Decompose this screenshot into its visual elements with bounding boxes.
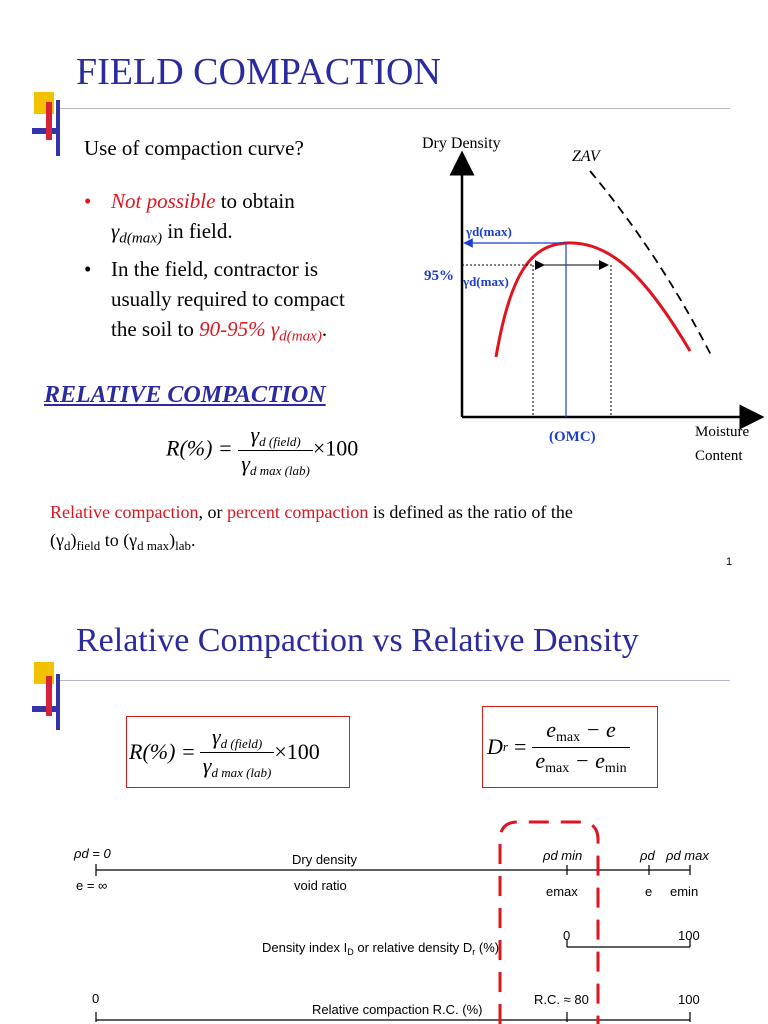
bullet2-line3: the soil to 90-95% $\gamma_{d(max)}$. bbox=[111, 316, 328, 345]
question-text: Use of compaction curve? bbox=[84, 136, 304, 160]
rc-formula-box: R(%) = $\frac{\gamma_{d (field)}}{\gamma_{d max (lab)}}$ ×100 bbox=[126, 716, 350, 788]
definition-text: Relative compaction, or percent compaction is defined as the ratio of the $(\gamma_d)_{field}$ to $(\gamma_{d max})_{lab}$. bbox=[50, 502, 573, 553]
page-number: 1 bbox=[726, 556, 733, 568]
slide2-decoration-accent bbox=[46, 676, 52, 716]
rho-d-zero-label: ρd = 0 bbox=[74, 846, 111, 861]
density-index-zero: 0 bbox=[563, 928, 571, 943]
slide2-decoration-bar bbox=[32, 706, 56, 712]
e-label: e bbox=[645, 884, 653, 899]
rho-d-max-label: ρd max bbox=[666, 848, 709, 863]
density-index-label: Density index $I_D$ or relative density $D_r$ (%) bbox=[262, 940, 500, 957]
rc-zero: 0 bbox=[92, 991, 100, 1006]
formula-fraction: $\frac{\gamma_{d (field)}}{\gamma_{d max (lab)}}$ bbox=[238, 422, 313, 479]
bullet-item-1: • Not possible to obtain bbox=[84, 189, 295, 213]
bullet1-line2: $\gamma_{d(max)}$ in field. bbox=[111, 219, 233, 247]
compaction-curve bbox=[496, 243, 690, 357]
gamma-max-label: γd(max) bbox=[466, 224, 512, 239]
pct95-label: 95% bbox=[424, 268, 454, 284]
bullet2-line2: usually required to compact bbox=[111, 286, 345, 311]
e-max-label: emax bbox=[546, 884, 578, 899]
void-ratio-label: void ratio bbox=[294, 878, 347, 893]
x-axis-label-1: Moisture bbox=[695, 424, 750, 440]
rho-d-min-label: ρd min bbox=[543, 848, 583, 863]
omc-label: (OMC) bbox=[549, 429, 596, 445]
compaction-curve-diagram bbox=[400, 125, 768, 470]
relative-compaction-heading: RELATIVE COMPACTION bbox=[44, 382, 326, 408]
relative-compaction-formula: R(%) = $\frac{\gamma_{d (field)}}{\gamma_{d max (lab)}}$ ×100 bbox=[166, 422, 359, 478]
zav-line bbox=[590, 171, 712, 357]
e-infinity-label: e = ∞ bbox=[76, 878, 108, 893]
bullet-item-2: • In the field, contractor is bbox=[84, 256, 319, 281]
title-decoration-accent bbox=[46, 102, 52, 140]
title-decoration-bar bbox=[32, 128, 56, 134]
rho-d-label: ρd bbox=[640, 848, 655, 863]
density-index-hundred: 100 bbox=[678, 928, 700, 943]
bullet1-emphasis: Not possible bbox=[111, 189, 216, 213]
bullet-list bbox=[84, 186, 424, 351]
slide2-decoration-line bbox=[56, 674, 60, 730]
dr-formula-box: D r = $\frac{e_{max} - e}{e_{max} - e_{min}}$ bbox=[482, 706, 658, 788]
gamma-max-95-label: γd(max) bbox=[463, 274, 509, 289]
rc-80-label: R.C. ≈ 80 bbox=[534, 992, 589, 1007]
dry-density-label: Dry density bbox=[292, 852, 358, 867]
title-rule bbox=[60, 108, 730, 109]
slide2-title-rule bbox=[60, 680, 730, 681]
slide1-title: FIELD COMPACTION bbox=[76, 51, 441, 93]
rc-hundred: 100 bbox=[678, 992, 700, 1007]
y-axis-label: Dry Density bbox=[422, 135, 501, 152]
x-axis-label-2: Content bbox=[695, 448, 743, 464]
slide2-title: Relative Compaction vs Relative Density bbox=[76, 622, 639, 659]
e-min-label: emin bbox=[670, 884, 699, 899]
density-scale-diagram bbox=[0, 810, 768, 1024]
zav-label: ZAV bbox=[572, 148, 600, 165]
rc-scale-label: Relative compaction R.C. (%) bbox=[312, 1002, 483, 1017]
